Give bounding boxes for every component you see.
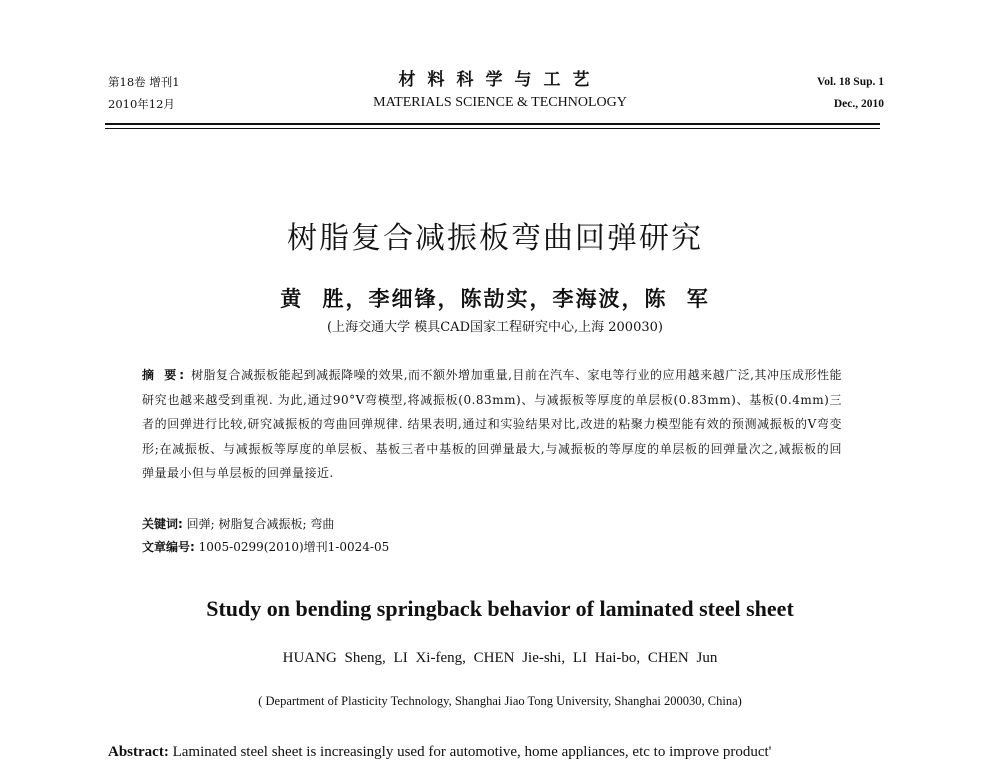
abstract-text-en: Laminated steel sheet is increasingly used for automotive, home appliances, etc to improve product' (172, 744, 772, 760)
paper-title-cn: 树脂复合减振板弯曲回弹研究 (287, 221, 703, 256)
paper-title-en: Study on bending springback behavior of laminated steel sheet (206, 596, 794, 621)
journal-name-en: MATERIALS SCIENCE & TECHNOLOGY (373, 95, 627, 110)
authors-cn: 黄 胜，李细锋，陈劼实，李海波，陈 军 (280, 286, 710, 311)
article-number (142, 537, 842, 557)
volume-supplement: Vol. 18 Sup. 1 (816, 76, 884, 88)
volume-issue-info (108, 71, 180, 115)
abstract-cn (142, 363, 842, 486)
abstract-text-cn: 树脂复合减振板能起到减振降噪的效果,而不额外增加重量,目前在汽车、家电等行业的应用越来越广泛,其冲压成形性能研究也越来越受到重视. 为此,通过90°V弯模型,将减振板(0.83mm)、与减振板等厚度的单层板(0.83mm)、基板(0.4mm)三者的回弹进行比较,研究减振板的弯曲回弹规律. 结果表明,通过和实验结果对比,改进的粘聚力模型能有效的预测减振板的V弯变形;在减振板、与减振板等厚度的单层板、基板三者中基板的回弹量最大,与减振板的等厚度的单层板的回弹量次之,减振板的回弹量最小但与单层板的回弹量接近. (142, 368, 842, 480)
publication-date-cn: 2010年12月 (108, 97, 175, 111)
article-number-label: 文章编号: (142, 540, 195, 554)
keywords-cn (142, 514, 842, 534)
keywords-label-cn: 关键词: (142, 517, 183, 531)
authors-en: HUANG Sheng, LI Xi-feng, CHEN Jie-shi, LI Hai-bo, CHEN Jun (282, 650, 718, 666)
abstract-label-cn: 摘 要: (142, 368, 188, 382)
keywords-text-cn: 回弹; 树脂复合减振板; 弯曲 (186, 517, 335, 531)
volume-issue-en (817, 71, 884, 115)
header-rule-thin (105, 128, 880, 129)
abstract-label-en: Abstract: (108, 744, 169, 760)
journal-name (320, 68, 680, 114)
header-rule-thick (105, 123, 880, 125)
journal-name-cn: 材料科学与工艺 (398, 70, 602, 90)
abstract-en (108, 744, 898, 761)
publication-date-en: Dec., 2010 (833, 98, 884, 110)
article-number-value: 1005-0299(2010)增刊1-0024-05 (198, 540, 390, 554)
volume-issue: 第18卷 增刊1 (108, 75, 180, 89)
affiliation-en: ( Department of Plasticity Technology, Shanghai Jiao Tong University, Shanghai 200030, China) (258, 694, 742, 708)
affiliation-cn: (上海交通大学 模具CAD国家工程研究中心,上海 200030) (327, 320, 663, 335)
